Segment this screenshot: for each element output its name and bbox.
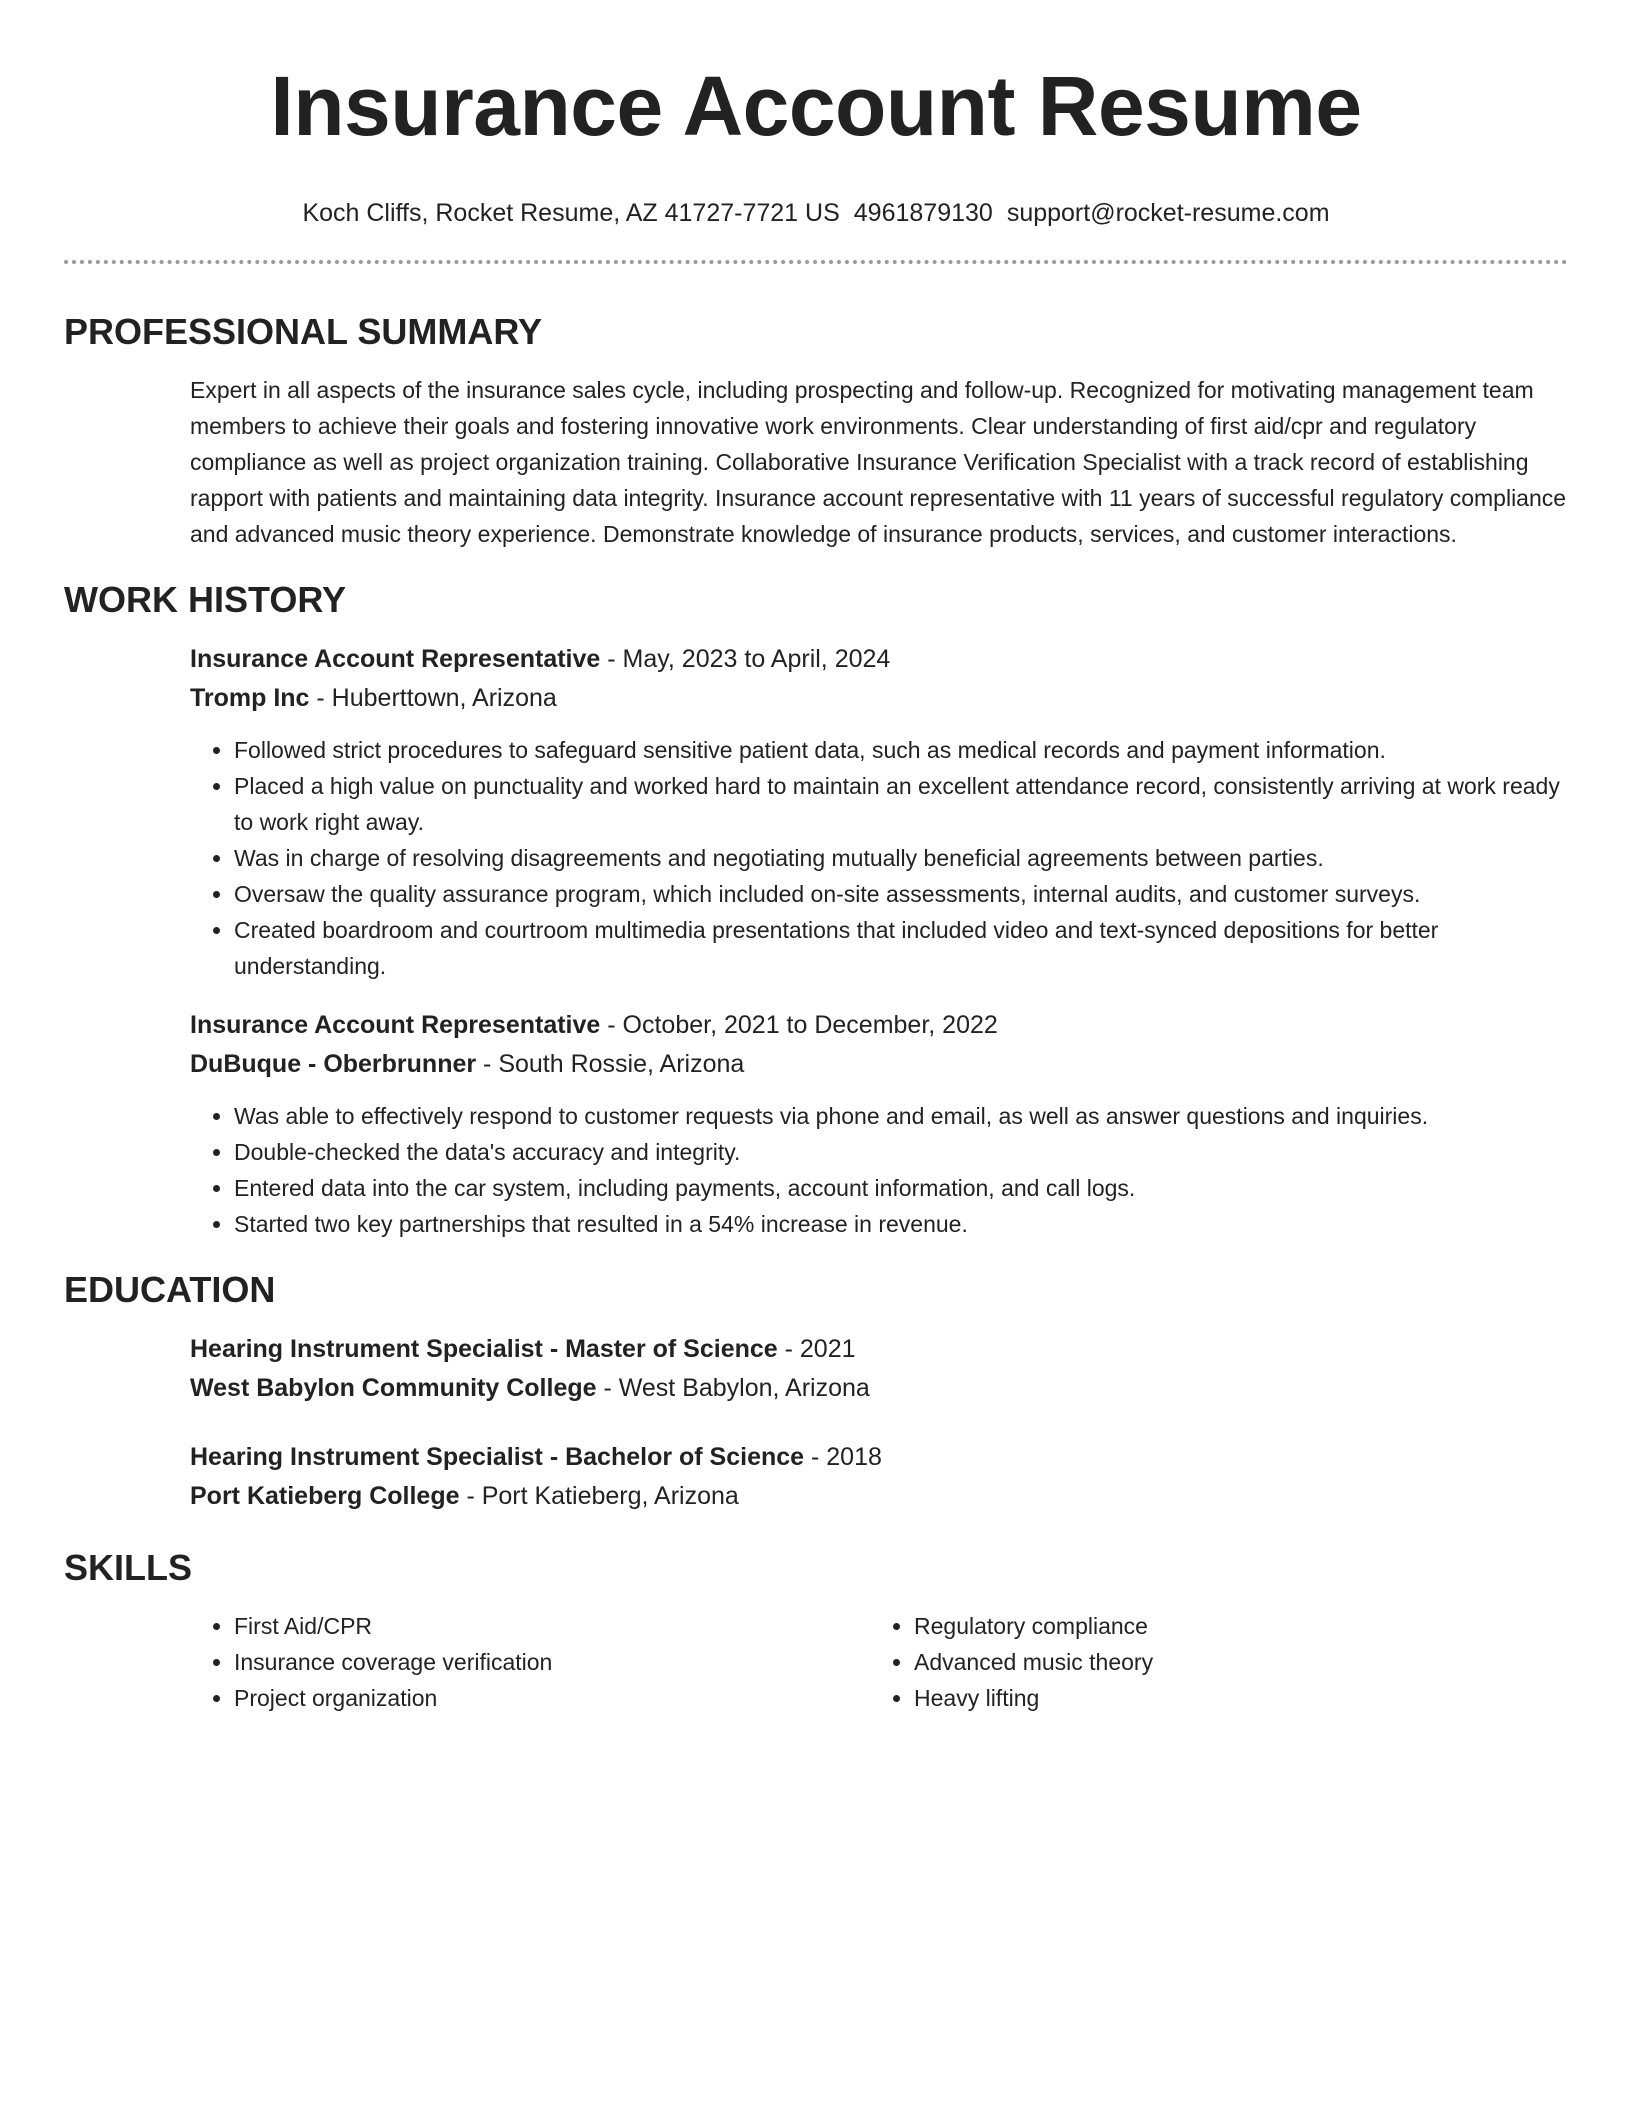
resume-title: Insurance Account Resume [270,59,1362,153]
job-bullet: • Followed strict procedures to safeguard sensitive patient data, such as medical records and payment information. [234,732,1568,768]
job-bullets [190,732,1568,984]
education-entry [190,1438,1568,1516]
education-degree-line [190,1330,1568,1369]
education-location: - Port Katieberg, Arizona [459,1482,739,1510]
contact-email: support@rocket-resume.com [1006,199,1330,227]
education-degree: Hearing Instrument Specialist - Master of Science [190,1335,778,1363]
education-section [64,1268,1568,1516]
work-history-heading: WORK HISTORY [64,579,347,620]
job-dates: - October, 2021 to December, 2022 [600,1011,998,1039]
contact-line [64,196,1568,230]
contact-phone: 4961879130 [853,199,993,227]
work-history-body [64,640,1568,1242]
job-bullet: • Oversaw the quality assurance program, which included on-site assessments, internal audits, and customer surveys. [234,876,1568,912]
job-entry [190,1006,1568,1242]
skill-item: • Advanced music theory [914,1644,1550,1680]
education-year: - 2018 [804,1443,882,1471]
job-bullet: • Was able to effectively respond to customer requests via phone and email, as well as answer questions and inquiries. [234,1098,1568,1134]
skill-item: • First Aid/CPR [234,1608,870,1644]
education-school: West Babylon Community College [190,1374,597,1402]
education-body [64,1330,1568,1516]
summary-heading: PROFESSIONAL SUMMARY [64,311,543,352]
job-bullets [190,1098,1568,1242]
skills-column-left [190,1608,870,1716]
job-dates: - May, 2023 to April, 2024 [600,645,891,673]
skill-item: • Regulatory compliance [914,1608,1550,1644]
job-company: DuBuque - Oberbrunner [190,1050,477,1078]
education-school: Port Katieberg College [190,1482,460,1510]
skills-column-right [870,1608,1550,1716]
skills-list-right [870,1608,1550,1716]
education-school-line [190,1369,1568,1408]
job-role: Insurance Account Representative [190,645,601,673]
education-location: - West Babylon, Arizona [596,1374,870,1402]
skill-item: • Heavy lifting [914,1680,1550,1716]
job-bullet: • Created boardroom and courtroom multimedia presentations that included video and text-synced depositions for better understanding. [234,912,1568,984]
job-bullet: • Placed a high value on punctuality and worked hard to maintain an excellent attendance record, consistently arriving at work ready to work right away. [234,768,1568,840]
education-degree-line [190,1438,1568,1477]
skills-body [64,1608,1568,1716]
summary-text: Expert in all aspects of the insurance sales cycle, including prospecting and follow-up. Recognized for motivating management team members to achieve their goals and fostering innovative work environments. Clear understanding of first aid/cpr and regulatory compliance as well as project organization training. Collaborative Insurance Verification Specialist with a track record of establishing rapport with patients and maintaining data integrity. Insurance account representative with 11 years of successful regulatory compliance and advanced music theory experience. Demonstrate knowledge of insurance products, services, and customer interactions. [190,377,1567,547]
job-location: - Huberttown, Arizona [309,684,557,712]
summary-section [64,310,1568,552]
education-entry [190,1330,1568,1408]
job-title-line [190,1006,1568,1045]
contact-address: Koch Cliffs, Rocket Resume, AZ 41727-7721 US [302,199,840,227]
resume-header [64,0,1568,230]
skill-item: • Insurance coverage verification [234,1644,870,1680]
header-divider [64,260,1568,264]
work-history-section [64,578,1568,1242]
education-degree: Hearing Instrument Specialist - Bachelor of Science [190,1443,805,1471]
job-bullet: • Was in charge of resolving disagreements and negotiating mutually beneficial agreements between parties. [234,840,1568,876]
skill-item: • Project organization [234,1680,870,1716]
job-bullet: • Started two key partnerships that resulted in a 54% increase in revenue. [234,1206,1568,1242]
skills-section [64,1546,1568,1716]
job-company-line [190,1045,1568,1084]
job-location: - South Rossie, Arizona [476,1050,745,1078]
skills-grid [190,1608,1568,1716]
job-company-line [190,679,1568,718]
education-heading: EDUCATION [64,1269,276,1310]
job-bullet: • Double-checked the data's accuracy and integrity. [234,1134,1568,1170]
skills-list-left [190,1608,870,1716]
job-company: Tromp Inc [190,684,310,712]
job-role: Insurance Account Representative [190,1011,601,1039]
skills-heading: SKILLS [64,1547,193,1588]
summary-body [64,372,1568,552]
education-year: - 2021 [777,1335,856,1363]
job-entry [190,640,1568,984]
education-school-line [190,1477,1568,1516]
job-bullet: • Entered data into the car system, including payments, account information, and call logs. [234,1170,1568,1206]
job-title-line [190,640,1568,679]
